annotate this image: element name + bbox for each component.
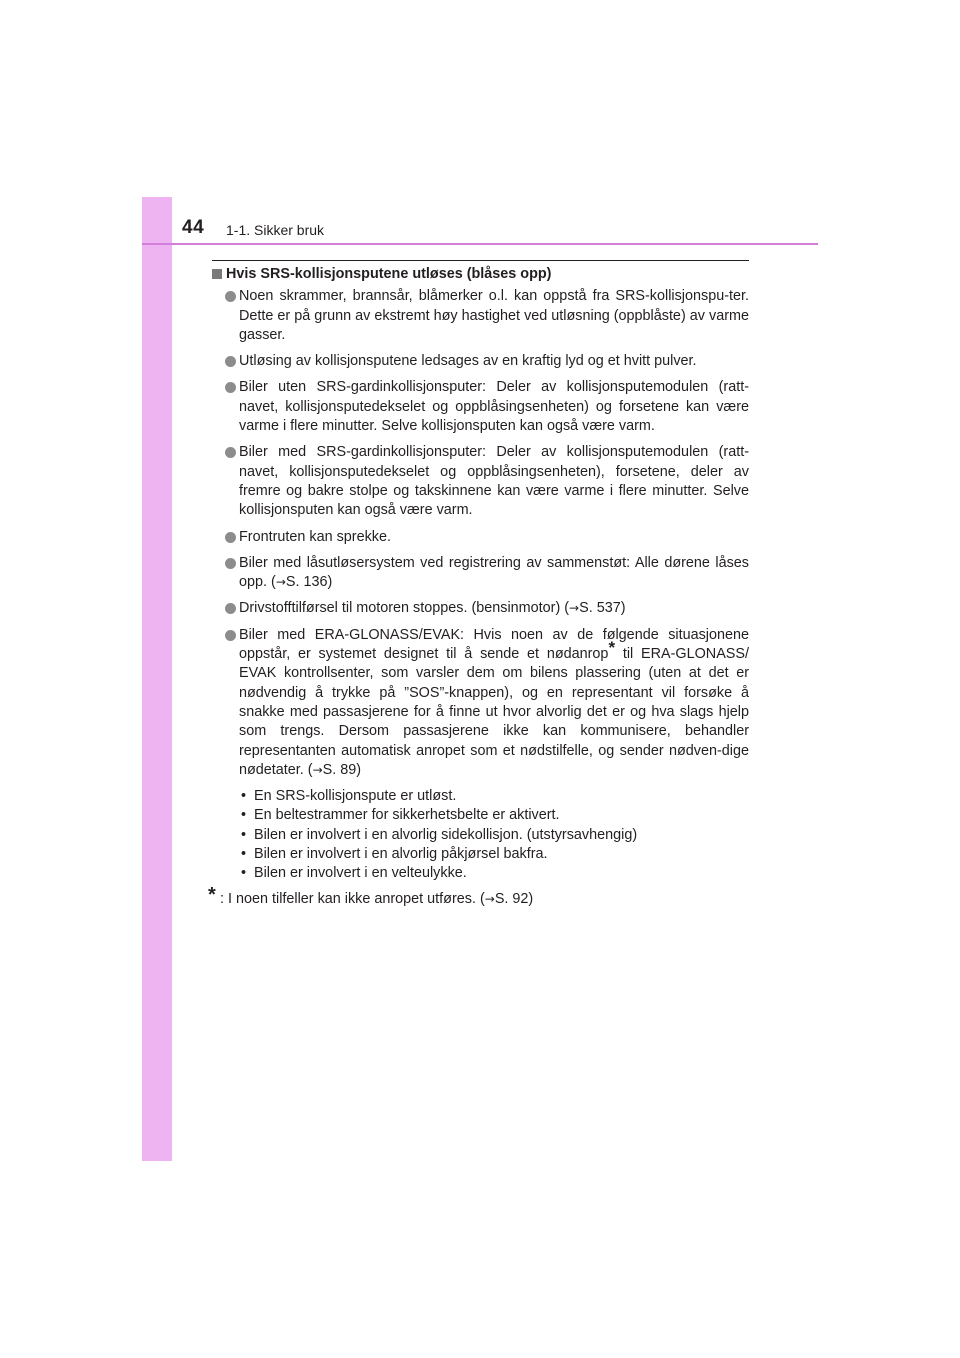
footnote-star: * [208, 883, 216, 906]
section-heading-text: Hvis SRS-kollisjonsputene utløses (blåses opp) [226, 266, 552, 282]
list-item-fuel [212, 599, 749, 618]
list-item-text: Biler med SRS-gardinkollisjonsputer: Deler av kollisjonsputemodulen (ratt-navet, kollisjonsputedekselet og oppblåsingsenheten), forsetene, deler av fremre og bakre stolpe og takskinnene kan være varme i flere minutter. Selve kollisjonsputen kan også være varm. [239, 444, 749, 519]
circle-bullet-icon [225, 291, 236, 302]
sub-bullet: • [241, 807, 247, 824]
page-reference-link[interactable]: S. 89) [322, 761, 362, 778]
footnote [208, 883, 749, 909]
list-item-text: Drivstofftilførsel til motoren stoppes. (bensinmotor) ( [239, 600, 570, 617]
footnote-star: * [608, 638, 616, 658]
sub-bullet: • [241, 788, 247, 805]
side-tab-band [142, 197, 172, 1161]
sub-list-item-text: En SRS-kollisjonspute er utløst. [254, 788, 457, 805]
list-item-text: Frontruten kan sprekke. [239, 528, 391, 545]
footnote-text: : I noen tilfeller kan ikke anropet utføres. ( [220, 890, 485, 907]
sub-bullet: • [241, 826, 247, 843]
list-item-text: Biler med ERA-GLONASS/EVAK: Hvis noen av de følgende situasjonene oppstår, er systemet designet til å sende et nødanrop [239, 626, 749, 663]
list-item-locks [212, 554, 749, 593]
sub-list-item-text: Bilen er involvert i en alvorlig påkjørsel bakfra. [254, 846, 548, 863]
circle-bullet-icon [225, 603, 236, 614]
sub-list-item-text: Bilen er involvert i en velteulykke. [254, 865, 467, 882]
sub-list-item [212, 787, 749, 806]
list-item [212, 352, 749, 371]
list-item [212, 378, 749, 436]
arrow-right-icon: → [484, 891, 495, 906]
sub-list-item [212, 806, 749, 825]
list-item-text: Biler med låsutløsersystem ved registrering av sammenstøt: Alle dørene låses opp. ( [239, 554, 749, 591]
circle-bullet-icon [225, 630, 236, 641]
sub-list [212, 787, 749, 883]
list-item-era [212, 626, 749, 780]
section-content [208, 265, 749, 909]
list-item [212, 287, 749, 345]
arrow-right-icon: → [569, 601, 580, 616]
arrow-right-icon: → [312, 762, 323, 777]
sub-list-item-text: En beltestrammer for sikkerhetsbelte er aktivert. [254, 807, 560, 824]
circle-bullet-icon [225, 382, 236, 393]
circle-bullet-icon [225, 356, 236, 367]
arrow-right-icon: → [275, 575, 286, 590]
chapter-title: 1-1. Sikker bruk [226, 222, 325, 238]
sub-list-item-text: Bilen er involvert i en alvorlig sidekollisjon. (utstyrsavhengig) [254, 826, 638, 843]
circle-bullet-icon [225, 532, 236, 543]
page-number: 44 [182, 217, 205, 238]
sub-bullet: • [241, 865, 247, 882]
sub-list-item [212, 845, 749, 864]
header-rule [142, 243, 818, 245]
sub-bullet: • [241, 846, 247, 863]
page-reference-link[interactable]: S. 92) [494, 890, 534, 907]
list-item [212, 443, 749, 520]
page-reference-link[interactable]: S. 537) [579, 600, 626, 617]
sub-list-item [212, 826, 749, 845]
page-reference-link[interactable]: S. 136) [285, 574, 333, 591]
list-item-text: til ERA-GLONASS/ EVAK kontrollsenter, som varsler dem om bilens plassering (uten at det er nødvendig å trykke på ”SOS”-knappen), og en representant vil forsøke å snakke med passasjerene for å finne ut hvor alvorlig det er og hva slags hjelp som trengs. Dersom passasjerene ikke kan kommunisere, behandler representanten automatisk anropet som et nødstilfelle, og sender nødven-dige nødetater. ( [239, 646, 749, 778]
list-item-text: Utløsing av kollisjonsputene ledsages av en kraftig lyd og et hvitt pulver. [239, 353, 697, 370]
circle-bullet-icon [225, 447, 236, 458]
square-bullet-icon [212, 269, 222, 279]
sub-list-item [212, 864, 749, 883]
list-item-text: Biler uten SRS-gardinkollisjonsputer: Deler av kollisjonsputemodulen (ratt-navet, kollisjonsputedekselet og oppblåsingsenheten) og forsetene kan være varme i flere minutter. Selve kollisjonsputen kan også være varm. [239, 379, 749, 435]
list-item-text: Noen skrammer, brannsår, blåmerker o.l. kan oppstå fra SRS-kollisjonspu-ter. Dette er på grunn av ekstremt høy hastighet ved utløsning (oppblåste) av varme gasser. [239, 288, 749, 343]
list-item [212, 528, 749, 547]
section-heading [212, 265, 749, 284]
section-divider [212, 260, 749, 261]
circle-bullet-icon [225, 558, 236, 569]
